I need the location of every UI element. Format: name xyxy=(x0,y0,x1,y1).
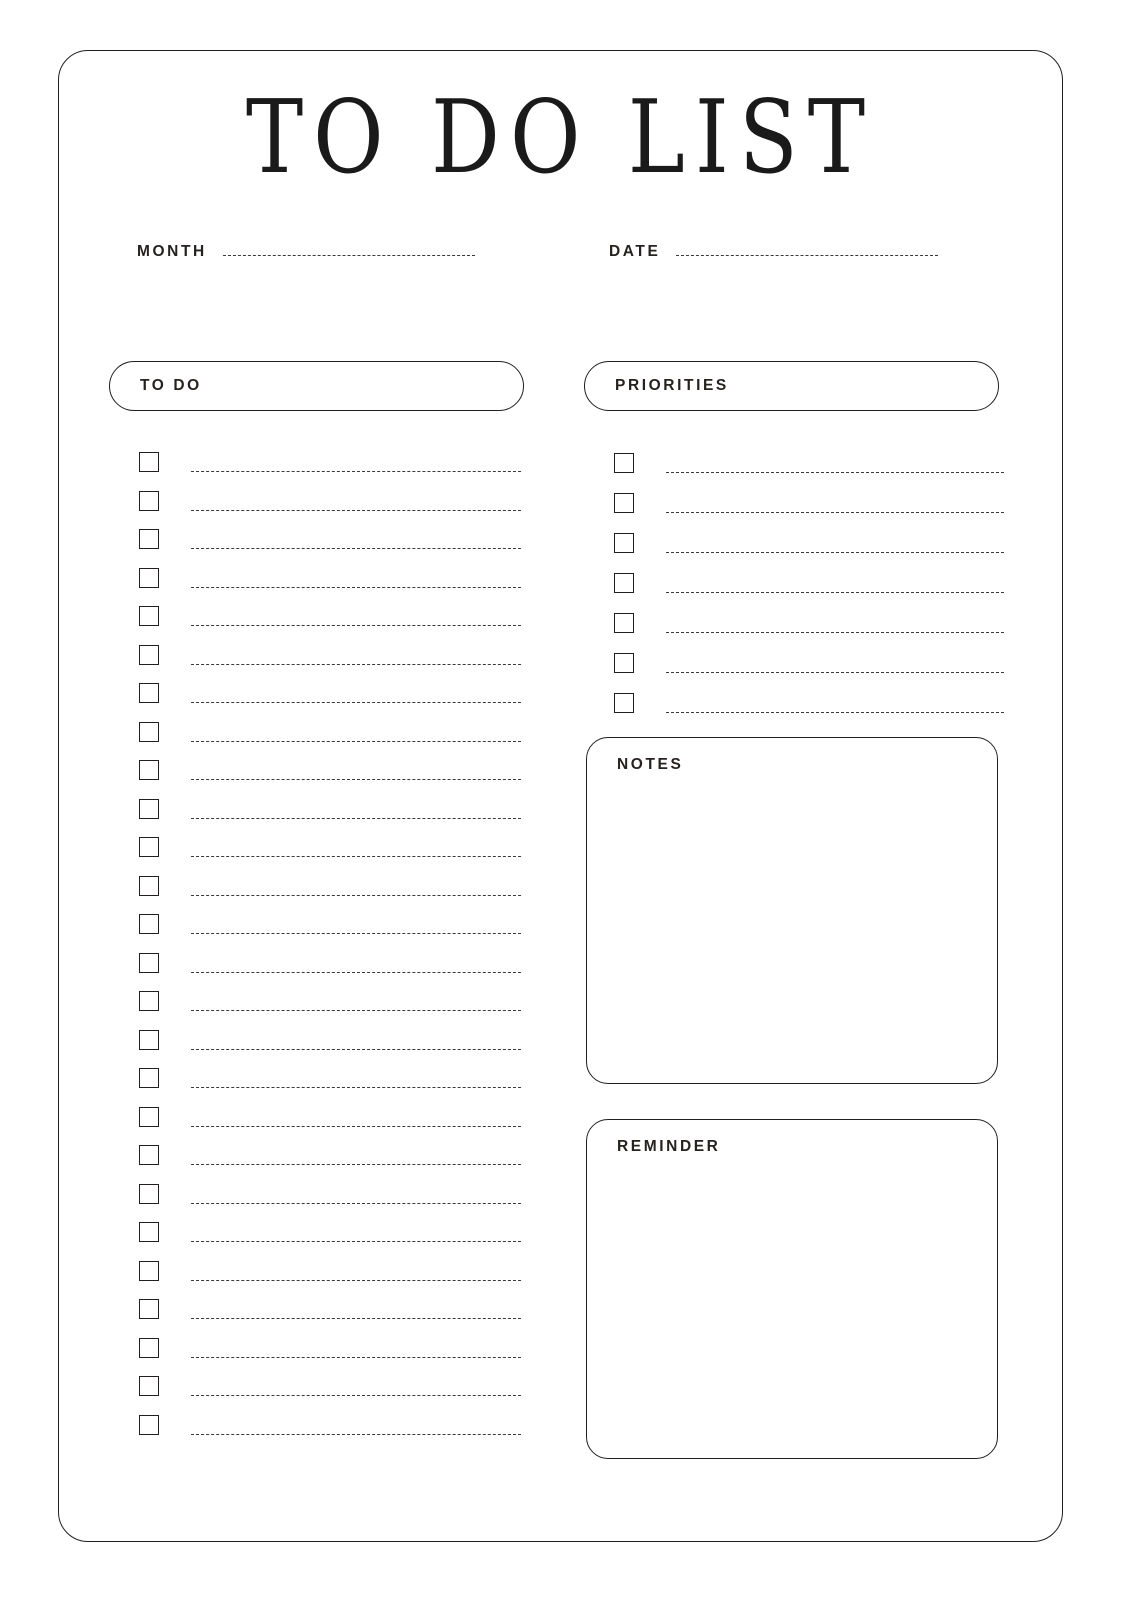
priority-write-line[interactable] xyxy=(666,511,1004,513)
checkbox-icon[interactable] xyxy=(139,1068,159,1088)
todo-write-line[interactable] xyxy=(191,1125,521,1127)
list-item[interactable] xyxy=(109,1290,529,1329)
todo-write-line[interactable] xyxy=(191,971,521,973)
todo-write-line[interactable] xyxy=(191,932,521,934)
list-item[interactable] xyxy=(584,523,1004,563)
todo-section-label: TO DO xyxy=(140,377,202,394)
checkbox-icon[interactable] xyxy=(139,568,159,588)
list-item[interactable] xyxy=(109,443,529,482)
list-item[interactable] xyxy=(584,443,1004,483)
list-item[interactable] xyxy=(109,1406,529,1445)
checkbox-icon[interactable] xyxy=(139,1415,159,1435)
todo-list xyxy=(109,443,529,1444)
checkbox-icon[interactable] xyxy=(614,493,634,513)
checkbox-icon[interactable] xyxy=(139,683,159,703)
todo-write-line[interactable] xyxy=(191,701,521,703)
date-label: DATE xyxy=(609,243,661,260)
todo-write-line[interactable] xyxy=(191,509,521,511)
list-item[interactable] xyxy=(584,603,1004,643)
checkbox-icon[interactable] xyxy=(139,876,159,896)
list-item[interactable] xyxy=(109,1136,529,1175)
todo-write-line[interactable] xyxy=(191,1240,521,1242)
list-item[interactable] xyxy=(109,1213,529,1252)
todo-write-line[interactable] xyxy=(191,855,521,857)
reminder-box[interactable] xyxy=(586,1119,998,1459)
priorities-section-header xyxy=(584,361,999,411)
list-item[interactable] xyxy=(109,482,529,521)
list-item[interactable] xyxy=(109,597,529,636)
priority-write-line[interactable] xyxy=(666,631,1004,633)
list-item[interactable] xyxy=(109,1367,529,1406)
list-item[interactable] xyxy=(109,713,529,752)
notes-label: NOTES xyxy=(617,756,684,773)
checkbox-icon[interactable] xyxy=(139,1261,159,1281)
month-field[interactable] xyxy=(137,243,475,261)
todo-write-line[interactable] xyxy=(191,1163,521,1165)
list-item[interactable] xyxy=(109,867,529,906)
todo-write-line[interactable] xyxy=(191,1086,521,1088)
list-item[interactable] xyxy=(584,643,1004,683)
checkbox-icon[interactable] xyxy=(139,799,159,819)
priority-write-line[interactable] xyxy=(666,591,1004,593)
header-fields xyxy=(59,243,1062,273)
notes-box[interactable] xyxy=(586,737,998,1084)
priorities-list xyxy=(584,443,1004,723)
checkbox-icon[interactable] xyxy=(139,1030,159,1050)
list-item[interactable] xyxy=(109,520,529,559)
todo-write-line[interactable] xyxy=(191,586,521,588)
todo-write-line[interactable] xyxy=(191,1356,521,1358)
list-item[interactable] xyxy=(109,1252,529,1291)
checkbox-icon[interactable] xyxy=(139,1338,159,1358)
priority-write-line[interactable] xyxy=(666,471,1004,473)
checkbox-icon[interactable] xyxy=(139,529,159,549)
todo-write-line[interactable] xyxy=(191,1202,521,1204)
checkbox-icon[interactable] xyxy=(139,491,159,511)
checkbox-icon[interactable] xyxy=(139,760,159,780)
checkbox-icon[interactable] xyxy=(614,453,634,473)
checkbox-icon[interactable] xyxy=(614,693,634,713)
todo-write-line[interactable] xyxy=(191,1394,521,1396)
checkbox-icon[interactable] xyxy=(139,1107,159,1127)
checkbox-icon[interactable] xyxy=(139,1184,159,1204)
list-item[interactable] xyxy=(109,559,529,598)
checkbox-icon[interactable] xyxy=(614,613,634,633)
list-item[interactable] xyxy=(109,790,529,829)
todo-write-line[interactable] xyxy=(191,470,521,472)
list-item[interactable] xyxy=(109,944,529,983)
checkbox-icon[interactable] xyxy=(614,573,634,593)
page-title: TO DO LIST xyxy=(245,78,876,197)
list-item[interactable] xyxy=(584,563,1004,603)
list-item[interactable] xyxy=(109,751,529,790)
checkbox-icon[interactable] xyxy=(139,452,159,472)
reminder-label: REMINDER xyxy=(617,1138,721,1155)
checkbox-icon[interactable] xyxy=(139,1145,159,1165)
month-label: MONTH xyxy=(137,243,207,260)
list-item[interactable] xyxy=(584,483,1004,523)
month-input-line[interactable] xyxy=(223,254,475,256)
list-item[interactable] xyxy=(109,636,529,675)
checkbox-icon[interactable] xyxy=(139,645,159,665)
checkbox-icon[interactable] xyxy=(139,1376,159,1396)
list-item[interactable] xyxy=(109,1021,529,1060)
todo-write-line[interactable] xyxy=(191,1433,521,1435)
todo-write-line[interactable] xyxy=(191,778,521,780)
list-item[interactable] xyxy=(109,1098,529,1137)
todo-write-line[interactable] xyxy=(191,817,521,819)
priority-write-line[interactable] xyxy=(666,671,1004,673)
todo-write-line[interactable] xyxy=(191,740,521,742)
checkbox-icon[interactable] xyxy=(139,837,159,857)
todo-section-header xyxy=(109,361,524,411)
planner-page xyxy=(58,50,1063,1542)
checkbox-icon[interactable] xyxy=(139,953,159,973)
priority-write-line[interactable] xyxy=(666,551,1004,553)
todo-write-line[interactable] xyxy=(191,1317,521,1319)
checkbox-icon[interactable] xyxy=(139,1299,159,1319)
list-item[interactable] xyxy=(109,1059,529,1098)
todo-write-line[interactable] xyxy=(191,1048,521,1050)
checkbox-icon[interactable] xyxy=(139,1222,159,1242)
checkbox-icon[interactable] xyxy=(139,914,159,934)
todo-write-line[interactable] xyxy=(191,663,521,665)
todo-write-line[interactable] xyxy=(191,894,521,896)
list-item[interactable] xyxy=(109,1329,529,1368)
checkbox-icon[interactable] xyxy=(614,533,634,553)
list-item[interactable] xyxy=(109,905,529,944)
priorities-section-label: PRIORITIES xyxy=(615,377,729,394)
date-input-line[interactable] xyxy=(676,254,938,256)
todo-write-line[interactable] xyxy=(191,1009,521,1011)
list-item[interactable] xyxy=(584,683,1004,723)
todo-write-line[interactable] xyxy=(191,624,521,626)
checkbox-icon[interactable] xyxy=(139,991,159,1011)
list-item[interactable] xyxy=(109,674,529,713)
checkbox-icon[interactable] xyxy=(139,606,159,626)
checkbox-icon[interactable] xyxy=(139,722,159,742)
list-item[interactable] xyxy=(109,982,529,1021)
list-item[interactable] xyxy=(109,828,529,867)
todo-write-line[interactable] xyxy=(191,547,521,549)
date-field[interactable] xyxy=(609,243,938,261)
priority-write-line[interactable] xyxy=(666,711,1004,713)
list-item[interactable] xyxy=(109,1175,529,1214)
todo-write-line[interactable] xyxy=(191,1279,521,1281)
checkbox-icon[interactable] xyxy=(614,653,634,673)
